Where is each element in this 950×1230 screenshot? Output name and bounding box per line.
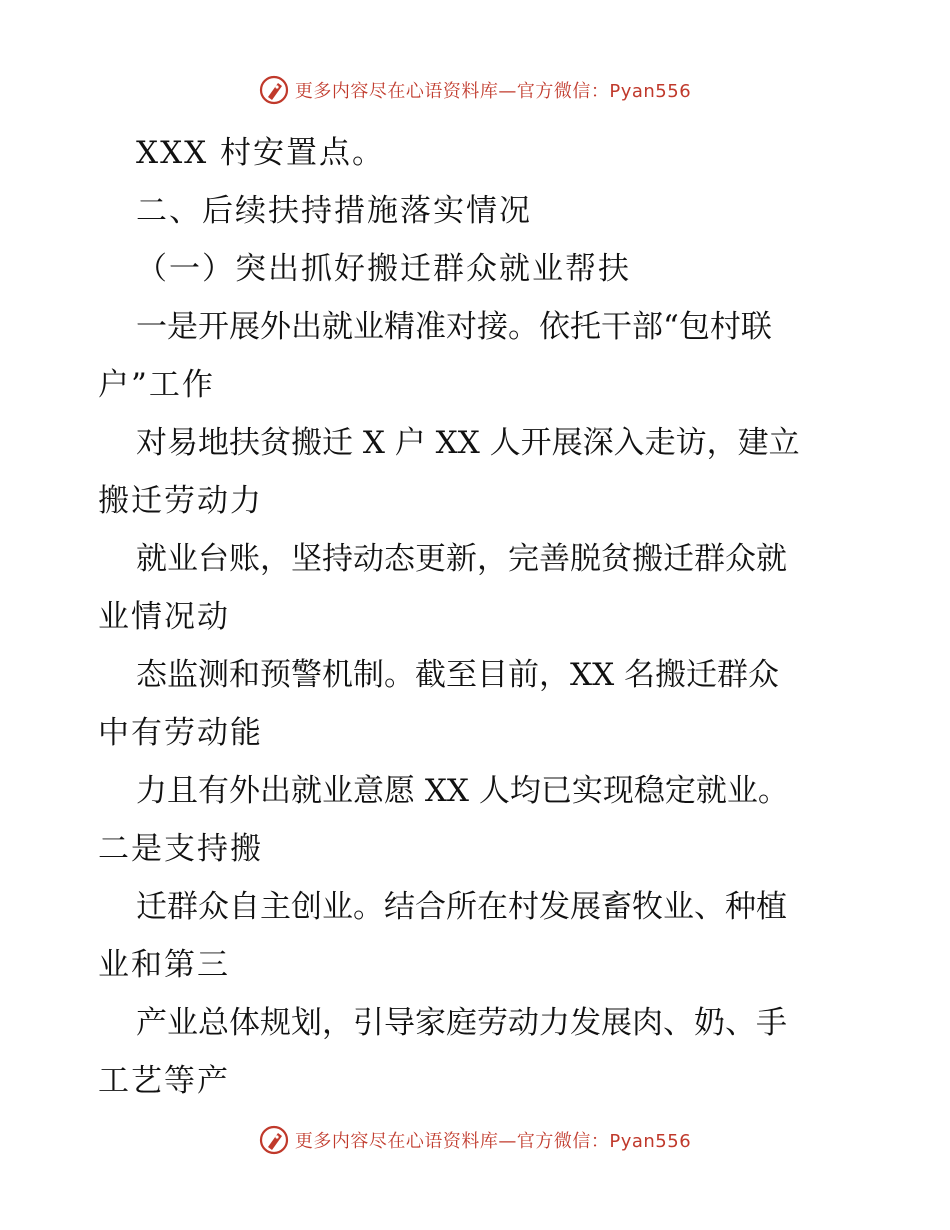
text-line: 对易地扶贫搬迁 X 户 XX 人开展深入走访，建立 (136, 425, 800, 461)
pen-nib-logo-icon (259, 75, 289, 105)
text-line: 中有劳动能 (98, 715, 263, 751)
watermark-text: 更多内容尽在心语资料库—官方微信：Pyan556 (294, 1131, 692, 1152)
text-line: 力且有外出就业意愿 XX 人均已实现稳定就业。 (136, 773, 789, 809)
text-line: 态监测和预警机制。截至目前，XX 名搬迁群众 (136, 657, 779, 693)
text-line: 户”工作 (98, 367, 215, 403)
watermark-text: 更多内容尽在心语资料库—官方微信：Pyan556 (294, 81, 692, 102)
subsection-heading: （一）突出抓好搬迁群众就业帮扶 (136, 251, 631, 287)
text-line: 业和第三 (98, 947, 230, 983)
text-line: 工艺等产 (98, 1063, 230, 1099)
text-line: 就业台账，坚持动态更新，完善脱贫搬迁群众就 (136, 541, 787, 577)
document-body (98, 124, 858, 1110)
text-line: 一是开展外出就业精准对接。依托干部“包村联 (136, 309, 772, 345)
pen-nib-logo-icon (259, 1125, 289, 1155)
text-line: 产业总体规划，引导家庭劳动力发展肉、奶、手 (136, 1005, 787, 1041)
text-line: XXX 村安置点。 (136, 135, 386, 171)
header-watermark (0, 70, 950, 110)
text-line: 二是支持搬 (98, 831, 263, 867)
text-line: 迁群众自主创业。结合所在村发展畜牧业、种植 (136, 889, 787, 925)
footer-watermark (0, 1120, 950, 1160)
text-line: 业情况动 (98, 599, 230, 635)
text-line: 搬迁劳动力 (98, 483, 263, 519)
section-heading: 二、后续扶持措施落实情况 (136, 193, 532, 229)
